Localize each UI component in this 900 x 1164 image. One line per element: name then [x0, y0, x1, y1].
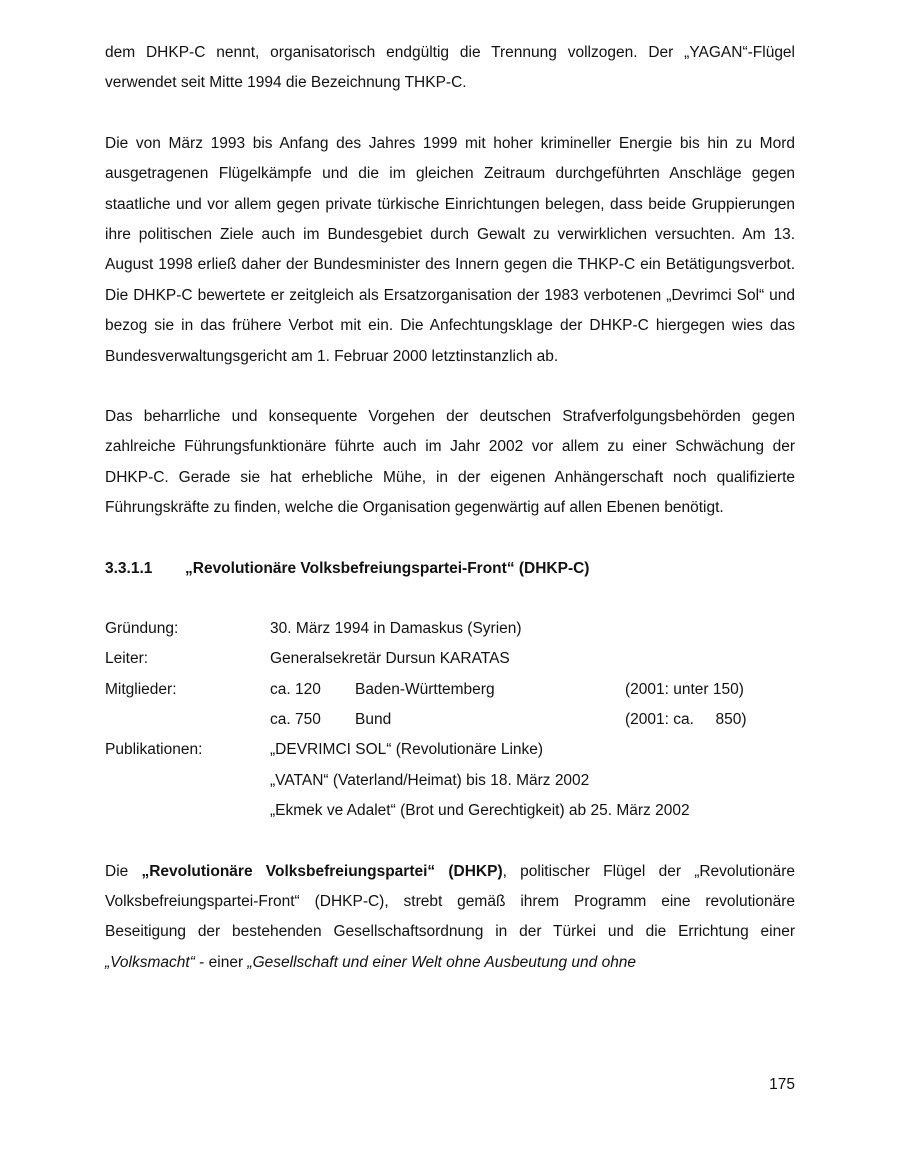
- text-segment: , politischer Flügel der „Revolutionäre Volksbefreiungspartei-Front“ (DHKP-C), strebt gemäß ihrem Programm eine revolutionäre Beseitigung der bestehenden Gesellschaftsordnung in der Türkei und die Errichtung einer: [105, 862, 795, 941]
- info-row-leiter: [105, 644, 795, 674]
- info-label: [105, 766, 270, 796]
- info-value: Generalsekretär Dursun KARATAS: [270, 650, 510, 668]
- info-value: „DEVRIMCI SOL“ (Revolutionäre Linke): [270, 741, 544, 759]
- info-value: „Ekmek ve Adalet“ (Brot und Gerechtigkeit) ab 25. März 2002: [270, 802, 690, 820]
- info-value: „VATAN“ (Vaterland/Heimat) bis 18. März 2002: [270, 771, 590, 789]
- info-value: 30. März 1994 in Damaskus (Syrien): [270, 619, 522, 637]
- member-region: Bund: [355, 710, 392, 728]
- info-label: Publikationen:: [105, 741, 203, 759]
- text-segment-italic: „Volksmacht“: [105, 953, 195, 971]
- paragraph-strafverfolgung: Das beharrliche und konsequente Vorgehen der deutschen Strafverfolgungsbehörden gegen zahlreiche Führungsfunktionäre führte auch im Jahr 2002 vor allem zu einer Schwächung der DHKP-C. Gerade sie hat erhebliche Mühe, in der eigenen Anhängerschaft noch qualifizierte Führungskräfte zu finden, welche die Organisation gegenwärtig auf allen Ebenen benötigt.: [105, 408, 795, 517]
- member-note: (2001: unter 150): [625, 680, 744, 698]
- member-count: ca. 120: [270, 680, 321, 698]
- text-segment: Die: [105, 862, 142, 880]
- info-label: Mitglieder:: [105, 680, 177, 698]
- info-block: [105, 614, 795, 827]
- section-title: „Revolutionäre Volksbefreiungspartei-Front“ (DHKP-C): [185, 559, 590, 577]
- info-label: Leiter:: [105, 650, 149, 668]
- member-note: (2001: ca. 850): [625, 710, 747, 728]
- paragraph-dhkp: [105, 857, 795, 979]
- info-row-publikation-3: [105, 796, 795, 826]
- section-heading: [105, 554, 795, 584]
- info-label: [105, 796, 270, 826]
- info-label: Gründung:: [105, 619, 179, 637]
- member-count: ca. 750: [270, 710, 321, 728]
- text-segment-italic: „Gesellschaft und einer Welt ohne Ausbeutung und ohne: [247, 953, 637, 971]
- text-segment: - einer: [194, 953, 248, 971]
- member-region: Baden-Württemberg: [355, 680, 495, 698]
- info-row-publikation-1: [105, 735, 795, 765]
- paragraph-continuation: dem DHKP-C nennt, organisatorisch endgültig die Trennung vollzogen. Der „YAGAN“-Flügel verwendet seit Mitte 1994 die Bezeichnung THKP-C.: [105, 44, 795, 92]
- info-row-publikation-2: [105, 766, 795, 796]
- page-number: 175: [769, 1076, 795, 1093]
- info-row-gruendung: [105, 614, 795, 644]
- text-segment-bold: „Revolutionäre Volksbefreiungspartei“ (DHKP): [141, 862, 503, 880]
- info-label: [105, 705, 270, 735]
- section-number: 3.3.1.1: [105, 559, 153, 577]
- paragraph-fluegelkaempfe: Die von März 1993 bis Anfang des Jahres 1999 mit hoher krimineller Energie bis hin zu Mord ausgetragenen Flügelkämpfe und die im gleichen Zeitraum durchgeführten Anschläge gegen staatliche und vor allem gegen private türkische Einrichtungen belegen, dass beide Gruppierungen ihre politischen Ziele auch im Bundesgebiet durch Gewalt zu verwirklichen versuchten. Am 13. August 1998 erließ daher der Bundesminister des Innern gegen die THKP-C ein Betätigungsverbot. Die DHKP-C bewertete er zeitgleich als Ersatzorganisation der 1983 verbotenen „Devrimci Sol“ und bezog sie in das frühere Verbot mit ein. Die Anfechtungsklage der DHKP-C hiergegen wies das Bundesverwaltungsgericht am 1. Februar 2000 letztinstanzlich ab.: [105, 134, 795, 365]
- info-row-mitglieder-bund: [105, 705, 795, 735]
- info-row-mitglieder-bw: [105, 675, 795, 705]
